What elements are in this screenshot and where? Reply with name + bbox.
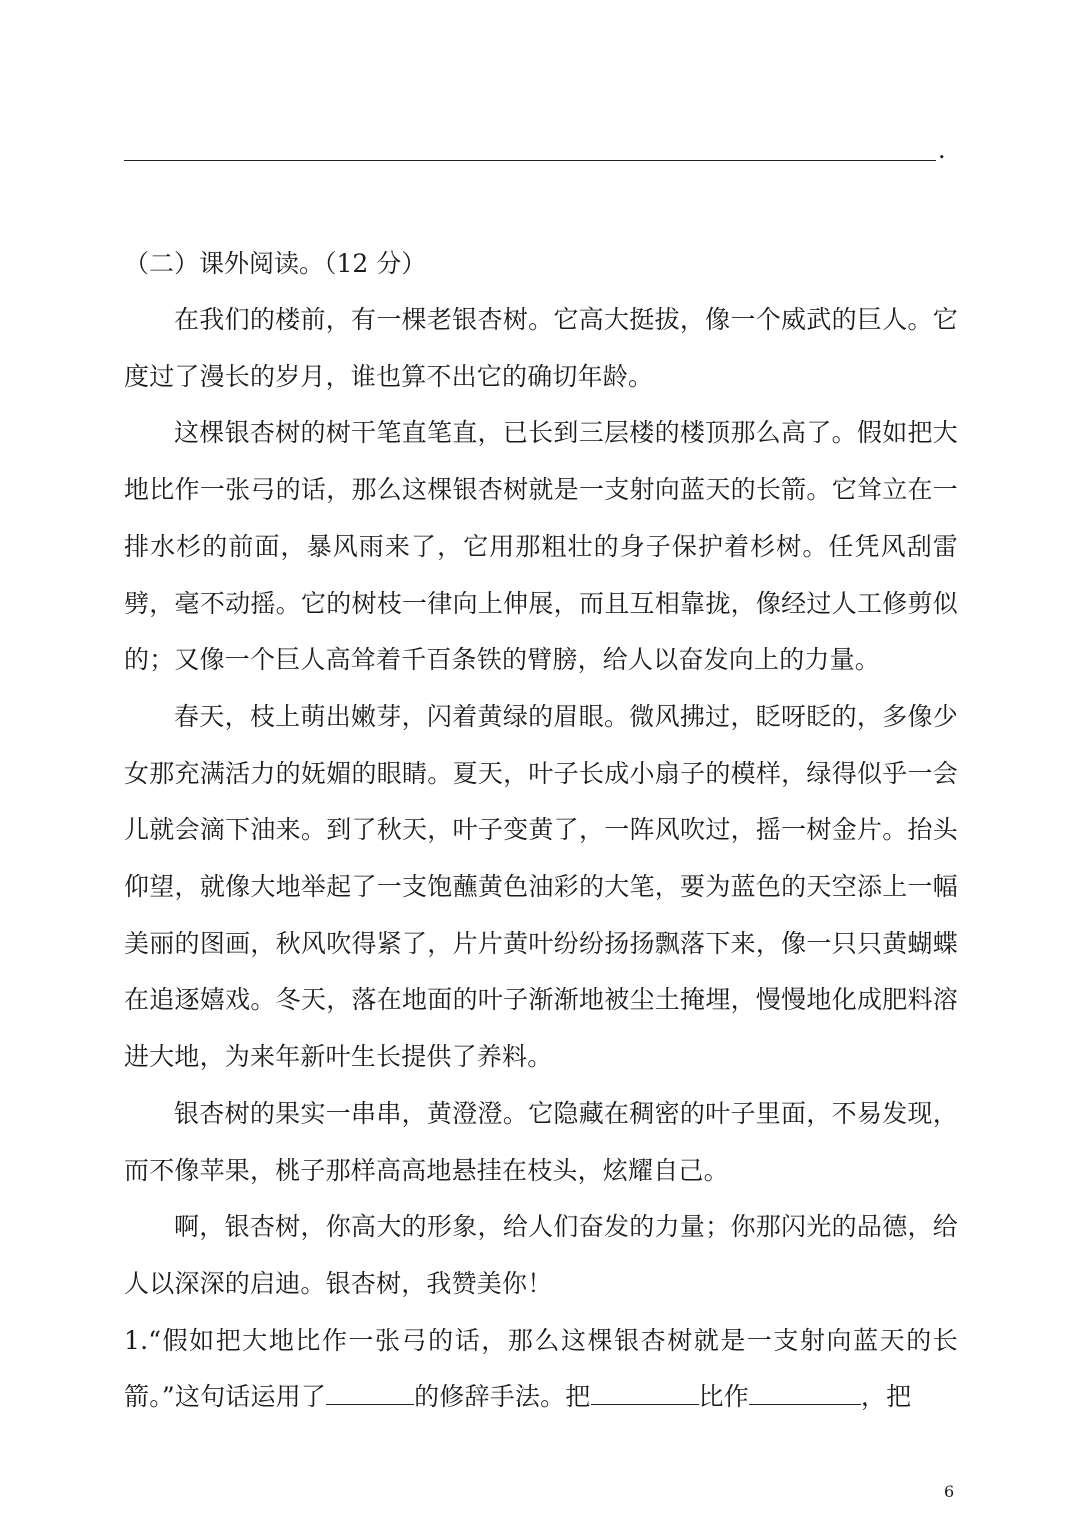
compared-to-blank[interactable] — [749, 1376, 861, 1405]
passage-paragraph-1: 在我们的楼前，有一棵老银杏树。它高大挺拔，像一个威武的巨人。它度过了漫长的岁月，谁也算不出它的确切年龄。 — [124, 305, 958, 391]
question-1 — [124, 1313, 958, 1426]
question-1-part4: ，把 — [860, 1382, 912, 1412]
question-1-prefix: 1.“假如把大地比作一张弓的话，那么这棵银杏树就是一支射向蓝天的长箭。”这句话运用了 — [124, 1325, 958, 1412]
passage-paragraph-4: 银杏树的果实一串串，黄澄澄。它隐藏在稠密的叶子里面，不易发现，而不像苹果，桃子那样高高地悬挂在枝头，炫耀自己。 — [124, 1098, 958, 1185]
answer-line — [124, 160, 936, 161]
compared-object-blank[interactable] — [591, 1376, 699, 1405]
page-number: 6 — [944, 1482, 955, 1501]
reading-section — [124, 236, 958, 1426]
answer-end-mark: . — [938, 136, 946, 164]
reading-passage — [124, 292, 958, 1313]
question-1-part2: 的修辞手法。把 — [414, 1382, 591, 1412]
passage-paragraph-3: 春天，枝上萌出嫩芽，闪着黄绿的眉眼。微风拂过，眨呀眨的，多像少女那充满活力的妩媚的眼睛。夏天，叶子长成小扇子的模样，绿得似乎一会儿就会滴下油来。到了秋天，叶子变黄了，一阵风吹过，摇一树金片。抬头仰望，就像大地举起了一支饱蘸黄色油彩的大笔，要为蓝色的天空添上一幅美丽的图画，秋风吹得紧了，片片黄叶纷纷扬扬飘落下来，像一只只黄蝴蝶在追逐嬉戏。冬天，落在地面的叶子渐渐地被尘土掩埋，慢慢地化成肥料溶进大地，为来年新叶生长提供了养料。 — [124, 701, 958, 1072]
passage-paragraph-2: 这棵银杏树的树干笔直笔直，已长到三层楼的楼顶那么高了。假如把大地比作一张弓的话，那么这棵银杏树就是一支射向蓝天的长箭。它耸立在一排水杉的前面，暴风雨来了，它用那粗壮的身子保护着杉树。任凭风刮雷劈，毫不动摇。它的树枝一律向上伸展，而且互相靠拢，像经过人工修剪似的；又像一个巨人高耸着千百条铁的臂膀，给人以奋发向上的力量。 — [124, 418, 958, 675]
rhetoric-blank[interactable] — [326, 1376, 414, 1405]
passage-paragraph-5: 啊，银杏树，你高大的形象，给人们奋发的力量；你那闪光的品德，给人以深深的启迪。银杏树，我赞美你！ — [124, 1212, 958, 1298]
question-1-part3: 比作 — [698, 1382, 749, 1412]
section-heading: （二）课外阅读。（12 分） — [124, 249, 427, 278]
